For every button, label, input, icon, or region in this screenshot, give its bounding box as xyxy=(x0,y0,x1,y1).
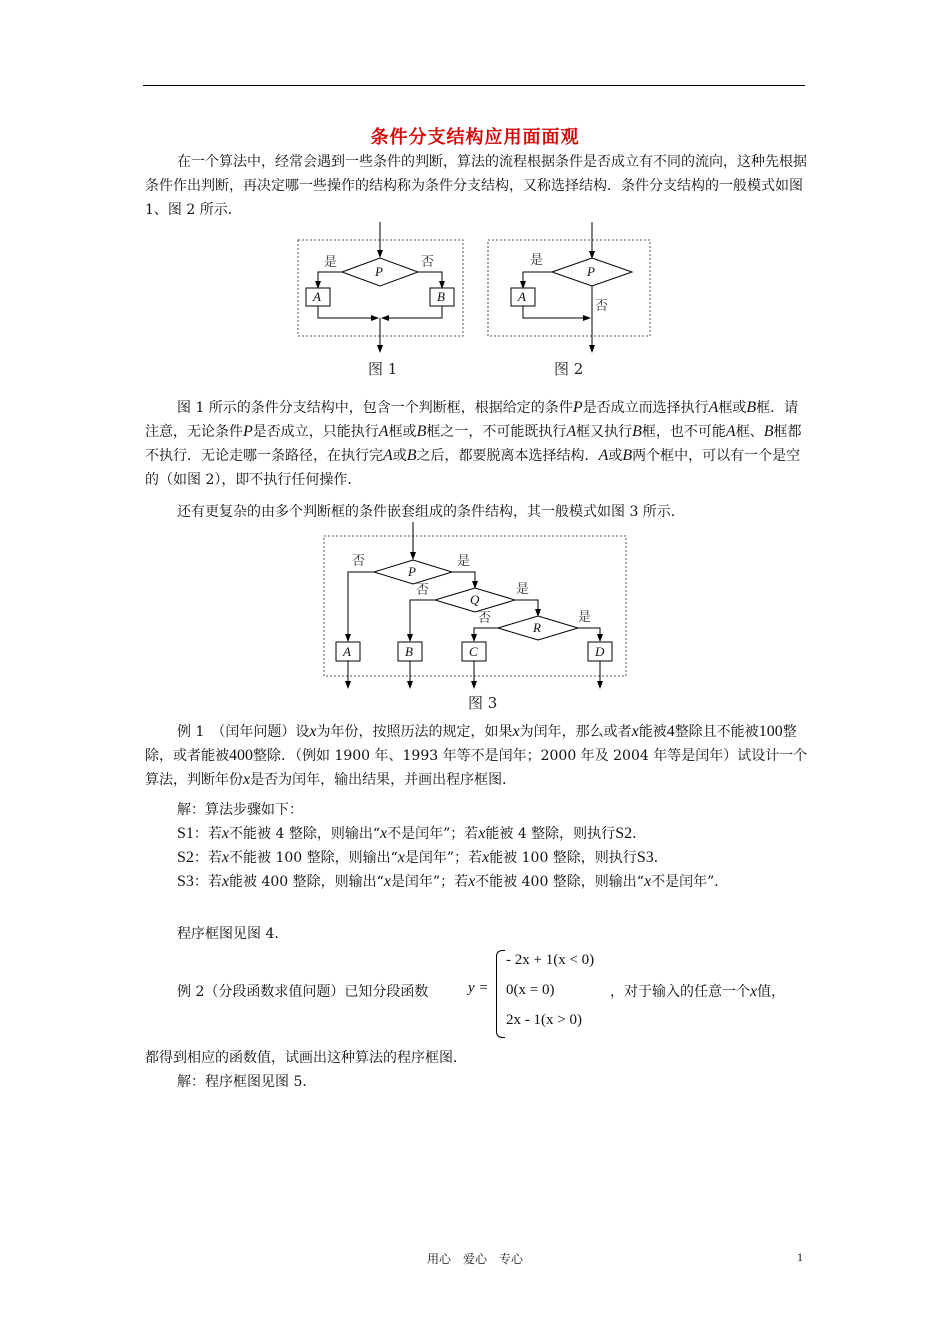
explanation-paragraph xyxy=(145,396,809,492)
fig3-no-label-q: 否 xyxy=(416,583,430,598)
var-p: P xyxy=(243,423,253,440)
step-text: ：若 xyxy=(193,874,222,890)
ex1-text: 整除．（例如 1900 年、1993 年等不是闰年；2000 年及 2004 年等是闰年）试设计一个算法，判断年份 xyxy=(145,748,808,788)
var-b: B xyxy=(763,423,774,440)
number-100: 100 xyxy=(758,723,783,740)
figure-2 xyxy=(488,222,650,378)
eq-case-3: 2x - 1(x > 0) xyxy=(506,1012,582,1028)
ex2-text: 值， xyxy=(757,984,786,1000)
var-a: A xyxy=(708,399,719,416)
var-b: B xyxy=(416,423,427,440)
ex1-text: 为年份，按照历法的规定，如果 xyxy=(316,724,513,740)
explain-text: 框又执行 xyxy=(576,424,633,440)
fig1-cond-label: P xyxy=(375,264,383,279)
fig3-no-label-r: 否 xyxy=(478,611,492,626)
step-text: 不能被 100 整除，则输出“ xyxy=(229,850,398,866)
fig2-no-label: 否 xyxy=(595,299,609,314)
fig2-cond-label: P xyxy=(587,264,595,279)
fig1-box-a-label: A xyxy=(313,289,321,304)
number-4: 4 xyxy=(666,723,675,740)
figure-1 xyxy=(298,222,463,378)
var-x: x xyxy=(478,825,486,842)
fig1-no-label: 否 xyxy=(421,255,435,270)
var-a: A xyxy=(378,423,389,440)
var-b: B xyxy=(406,447,417,464)
var-b: B xyxy=(632,423,642,440)
fig1-yes-label: 是 xyxy=(324,255,338,270)
eq-case-2: 0(x = 0) xyxy=(506,982,555,998)
fig1-caption: 图 1 xyxy=(368,360,398,378)
intro-paragraph: 在一个算法中，经常会遇到一些条件的判断，算法的流程根据条件是否成立有不同的流向，这种先根据条件作出判断，再决定哪一些操作的结构称为条件分支结构，又称选择结构．条件分支结构的一般模式如图 1、图 2 所示． xyxy=(145,154,807,218)
step-label: S2 xyxy=(177,849,194,866)
ex1-text: 整除且不能被 xyxy=(674,724,759,740)
solution-2: 解：程序框图见图 5． xyxy=(177,1074,317,1090)
eq-case-1: - 2x + 1(x < 0) xyxy=(506,952,595,968)
var-b: B xyxy=(746,399,757,416)
figure-3 xyxy=(320,522,632,714)
explain-text: 框、 xyxy=(735,424,764,440)
explain-text: 框之一，不可能既执行 xyxy=(426,424,567,440)
explain-text: 是否成立，只能执行 xyxy=(252,424,379,440)
example-2-continuation: 都得到相应的函数值，试画出这种算法的程序框图． xyxy=(145,1050,467,1066)
explain-text: 框都不执行．无论走哪一条路径，在执行完 xyxy=(145,424,802,464)
fig3-cond-p: P xyxy=(408,564,416,579)
step-text: 能被 4 整除，则执行 xyxy=(485,826,616,842)
var-a: A xyxy=(598,447,609,464)
fig3-box-c-label: C xyxy=(469,644,478,659)
explain-text: 框或 xyxy=(718,400,747,416)
fig3-yes-label-p: 是 xyxy=(457,554,471,569)
var-x: x xyxy=(221,873,230,890)
var-x: x xyxy=(631,723,639,740)
step-label: S3 xyxy=(177,873,194,890)
step-text: 是闰年”；若 xyxy=(390,874,469,890)
step-text: 是闰年”；若 xyxy=(404,850,483,866)
var-x: x xyxy=(379,825,388,842)
step-text: ． xyxy=(653,850,668,866)
explain-text: 之后，都要脱离本选择结构． xyxy=(416,448,599,464)
explain-text: 是否成立而选择执行 xyxy=(582,400,709,416)
var-a: A xyxy=(566,423,577,440)
step-s3 xyxy=(145,870,809,894)
fig3-cond-r: R xyxy=(533,620,541,635)
page-number: 1 xyxy=(797,1250,803,1264)
step-text: ． xyxy=(632,826,647,842)
step-s2 xyxy=(145,846,809,870)
var-x: x xyxy=(468,873,476,890)
step-text: 不能被 4 整除，则输出“ xyxy=(229,826,380,842)
explain-text: 两个框中，可以有一个是空的（如图 2），即不执行任何操作． xyxy=(145,448,801,488)
step-text: 能被 100 整除，则执行 xyxy=(489,850,637,866)
ex1-text: 为闰年，那么或者 xyxy=(519,724,632,740)
fig2-yes-label: 是 xyxy=(530,253,544,268)
explain-text: 图 1 所示的条件分支结构中，包含一个判断框，根据给定的条件 xyxy=(177,400,573,416)
fig3-box-d-label: D xyxy=(595,644,605,659)
var-x: x xyxy=(383,873,391,890)
fig3-yes-label-r: 是 xyxy=(578,610,592,625)
step-text: ：若 xyxy=(193,826,222,842)
var-x: x xyxy=(309,723,317,740)
var-x: x xyxy=(221,825,230,842)
explain-text: 框，也不可能 xyxy=(641,424,726,440)
explain-text: 框或 xyxy=(388,424,417,440)
figures-1-2 xyxy=(290,222,660,384)
step-s1 xyxy=(145,822,809,846)
eq-brace xyxy=(496,950,505,1038)
var-a: A xyxy=(383,447,393,464)
var-x: x xyxy=(221,849,230,866)
ex1-text: 能被 xyxy=(638,724,667,740)
nested-intro-paragraph: 还有更复杂的由多个判断框的条件嵌套组成的条件结构，其一般模式如图 3 所示． xyxy=(177,504,685,520)
ex2-text: ，对于输入的任意一个 xyxy=(610,984,750,1000)
fig3-box-a-label: A xyxy=(343,644,351,659)
number-400: 400 xyxy=(229,747,253,764)
fig3-yes-label-q: 是 xyxy=(516,582,530,597)
step-text: 不是闰年”；若 xyxy=(387,826,479,842)
footer-motto: 用心 爱心 专心 xyxy=(426,1252,523,1266)
var-x: x xyxy=(750,983,758,1000)
fig2-box-a-label: A xyxy=(518,289,526,304)
header-rule xyxy=(143,85,805,86)
ex1-text: 例 1 （闰年问题）设 xyxy=(177,724,310,740)
explain-text: 或 xyxy=(608,448,623,464)
var-p: P xyxy=(572,399,583,416)
solution-1-heading: 解：算法步骤如下： xyxy=(177,802,303,818)
ex1-text: 是否为闰年，输出结果，并画出程序框图． xyxy=(250,772,517,788)
example-2-lead: 例 2（分段函数求值问题）已知分段函数 xyxy=(177,984,429,1000)
fig3-box-b-label: B xyxy=(405,644,413,659)
ex1-text: 整除，或者能被 xyxy=(145,724,797,764)
example-1-paragraph xyxy=(145,720,809,792)
fig3-no-label-p: 否 xyxy=(352,554,366,569)
step-ref: S2 xyxy=(615,825,633,842)
var-a: A xyxy=(725,423,736,440)
var-b: B xyxy=(622,447,633,464)
explain-text: 框．请注意，无论条件 xyxy=(145,400,799,440)
var-x: x xyxy=(482,849,490,866)
fig3-caption: 图 3 xyxy=(468,694,498,712)
example-2-tail xyxy=(610,980,810,1004)
step-ref: S3 xyxy=(636,849,654,866)
var-x: x xyxy=(397,849,405,866)
step-text: 能被 400 整除，则输出“ xyxy=(229,874,384,890)
explain-text: 或 xyxy=(392,448,407,464)
fig1-box-b-label: B xyxy=(437,289,445,304)
step-text: 不能被 400 整除，则输出“ xyxy=(475,874,644,890)
fig2-caption: 图 2 xyxy=(554,360,584,378)
page-title: 条件分支结构应用面面观 xyxy=(370,127,580,148)
step-text: ：若 xyxy=(193,850,222,866)
fig3-cond-q: Q xyxy=(470,592,480,607)
var-x: x xyxy=(243,771,251,788)
step-label: S1 xyxy=(177,825,194,842)
eq-y: y = xyxy=(468,980,489,996)
var-x: x xyxy=(643,873,652,890)
step-text: 不是闰年”． xyxy=(651,874,729,890)
figure-4-reference: 程序框图见图 4． xyxy=(177,926,289,942)
var-x: x xyxy=(512,723,520,740)
